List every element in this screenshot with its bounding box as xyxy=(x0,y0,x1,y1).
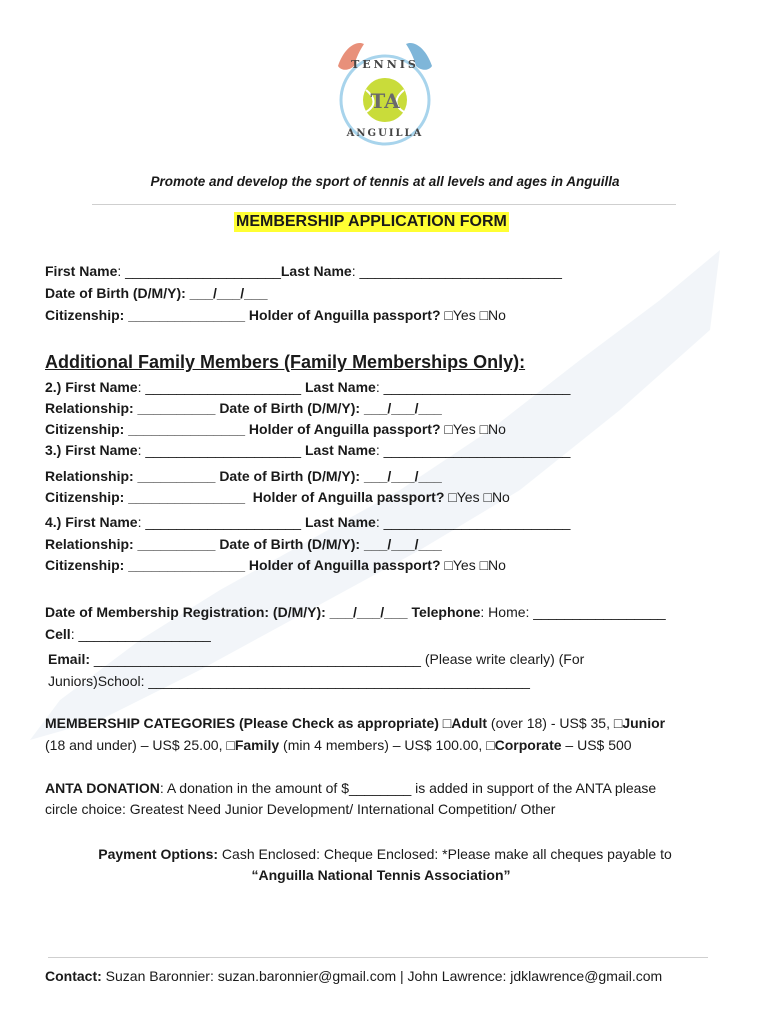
corporate-checkbox[interactable]: □ xyxy=(486,737,495,753)
tennis-anguilla-logo xyxy=(330,18,440,156)
categories-line-2 xyxy=(45,736,632,754)
tagline: Promote and develop the sport of tennis at all levels and ages in Anguilla xyxy=(150,174,620,189)
member-last-label: Last Name xyxy=(305,442,376,458)
corporate-detail: – US$ 500 xyxy=(561,737,632,753)
email-row xyxy=(48,650,584,668)
member-first-label: 4.) First Name xyxy=(45,514,138,530)
dob-field[interactable]: Date of Birth (D/M/Y): ___/___/___ xyxy=(45,285,268,301)
payment-payee: “Anguilla National Tennis Association” xyxy=(251,867,511,883)
contact-label: Contact: xyxy=(45,968,102,984)
email-note: (Please write clearly) (For xyxy=(420,651,585,667)
contact-text: Suzan Baronnier: suzan.baronnier@gmail.com | John Lawrence: jdklawrence@gmail.com xyxy=(101,968,663,984)
categories-line-1 xyxy=(45,714,665,732)
logo-text-bottom: ANGUILLA xyxy=(346,128,424,139)
passport-options[interactable]: □Yes □No xyxy=(448,489,510,505)
donation-line-2: circle choice: Greatest Need Junior Development/ International Competition/ Other xyxy=(45,801,556,817)
first-name-label: First Name xyxy=(45,263,118,279)
member-last-blank[interactable]: : ________________________ xyxy=(375,514,571,530)
adult-label: Adult xyxy=(451,715,488,731)
junior-checkbox[interactable]: □ xyxy=(613,715,623,731)
member-3-name-row xyxy=(45,441,570,459)
citizenship-field[interactable]: Citizenship: _______________ xyxy=(45,307,246,323)
passport-options[interactable]: □Yes □No xyxy=(444,557,506,573)
email-blank[interactable]: __________________________________________ xyxy=(90,651,421,667)
adult-detail: (over 18) - US$ 35, xyxy=(487,715,614,731)
citizenship-row xyxy=(45,306,506,324)
relationship-field[interactable]: Relationship: __________ xyxy=(45,400,216,416)
member-2-name-row xyxy=(45,378,570,396)
adult-checkbox[interactable]: □ xyxy=(438,715,452,731)
family-heading: Additional Family Members (Family Memberships Only): xyxy=(45,352,526,372)
member-last-label: Last Name xyxy=(305,379,376,395)
member-last-blank[interactable]: : ________________________ xyxy=(375,379,571,395)
member-first-blank[interactable]: : ____________________ xyxy=(137,442,302,458)
categories-label: MEMBERSHIP CATEGORIES (Please Check as appropriate) xyxy=(45,715,439,731)
payment-text: Cash Enclosed: Cheque Enclosed: *Please make all cheques payable to xyxy=(218,846,672,862)
member-4-cit-row xyxy=(45,556,506,574)
first-name-blank[interactable]: : ____________________ xyxy=(117,263,281,279)
member-first-label: 2.) First Name xyxy=(45,379,138,395)
home-label: : Home xyxy=(480,604,526,620)
member-3-rel-row xyxy=(45,467,442,485)
family-detail: (min 4 members) – US$ 100.00, xyxy=(279,737,487,753)
member-first-blank[interactable]: : ____________________ xyxy=(137,514,302,530)
telephone-label: Telephone xyxy=(411,604,481,620)
member-last-blank[interactable]: : ________________________ xyxy=(375,442,571,458)
last-name-blank[interactable]: : __________________________ xyxy=(351,263,562,279)
relationship-field[interactable]: Relationship: __________ xyxy=(45,536,216,552)
donation-line-1 xyxy=(45,779,656,797)
home-phone-blank[interactable]: : _________________ xyxy=(525,604,666,620)
citizenship-field[interactable]: Citizenship: _______________ xyxy=(45,489,246,505)
cell-label: Cell xyxy=(45,626,71,642)
contact-line xyxy=(45,967,662,985)
divider-top xyxy=(92,204,676,205)
email-label: Email: xyxy=(48,651,91,667)
passport-question: Holder of Anguilla passport? xyxy=(252,489,445,505)
member-2-cit-row xyxy=(45,420,506,438)
member-4-rel-row xyxy=(45,535,442,553)
member-3-cit-row xyxy=(45,488,510,506)
donation-label: ANTA DONATION xyxy=(45,780,160,796)
passport-options[interactable]: □Yes □No xyxy=(444,421,506,437)
passport-question: Holder of Anguilla passport? xyxy=(248,421,441,437)
member-dob-field[interactable]: Date of Birth (D/M/Y): ___/___/___ xyxy=(219,468,442,484)
registration-row xyxy=(45,603,666,621)
divider-bottom xyxy=(48,957,708,958)
corporate-label: Corporate xyxy=(494,737,562,753)
payment-line-1 xyxy=(0,845,770,863)
logo-text-top: TENNIS xyxy=(351,58,419,71)
member-first-label: 3.) First Name xyxy=(45,442,138,458)
juniors-school-field[interactable]: Juniors)School: _________________________________________________ xyxy=(48,673,530,689)
payment-label: Payment Options: xyxy=(98,846,219,862)
member-first-blank[interactable]: : ____________________ xyxy=(137,379,302,395)
member-last-label: Last Name xyxy=(305,514,376,530)
relationship-field[interactable]: Relationship: __________ xyxy=(45,468,216,484)
donation-text-1: : A donation in the amount of $________ is added in support of the ANTA please xyxy=(159,780,657,796)
cell-row xyxy=(45,625,211,643)
passport-question: Holder of Anguilla passport? xyxy=(248,307,441,323)
junior-label: Junior xyxy=(622,715,666,731)
form-title: MEMBERSHIP APPLICATION FORM xyxy=(236,213,507,230)
applicant-name-row xyxy=(45,262,562,280)
member-2-rel-row xyxy=(45,399,442,417)
citizenship-field[interactable]: Citizenship: _______________ xyxy=(45,421,246,437)
junior-detail: (18 and under) – US$ 25.00, xyxy=(45,737,227,753)
family-label: Family xyxy=(234,737,280,753)
member-dob-field[interactable]: Date of Birth (D/M/Y): ___/___/___ xyxy=(219,536,442,552)
last-name-label: Last Name xyxy=(280,263,352,279)
registration-date-field[interactable]: Date of Membership Registration: (D/M/Y): ___/___/___ xyxy=(45,604,408,620)
member-4-name-row xyxy=(45,513,570,531)
family-checkbox[interactable]: □ xyxy=(226,737,235,753)
citizenship-field[interactable]: Citizenship: _______________ xyxy=(45,557,246,573)
logo-monogram: TA xyxy=(370,89,400,113)
cell-blank[interactable]: : _________________ xyxy=(70,626,211,642)
passport-options[interactable]: □Yes □No xyxy=(444,307,506,323)
member-dob-field[interactable]: Date of Birth (D/M/Y): ___/___/___ xyxy=(219,400,442,416)
passport-question: Holder of Anguilla passport? xyxy=(248,557,441,573)
